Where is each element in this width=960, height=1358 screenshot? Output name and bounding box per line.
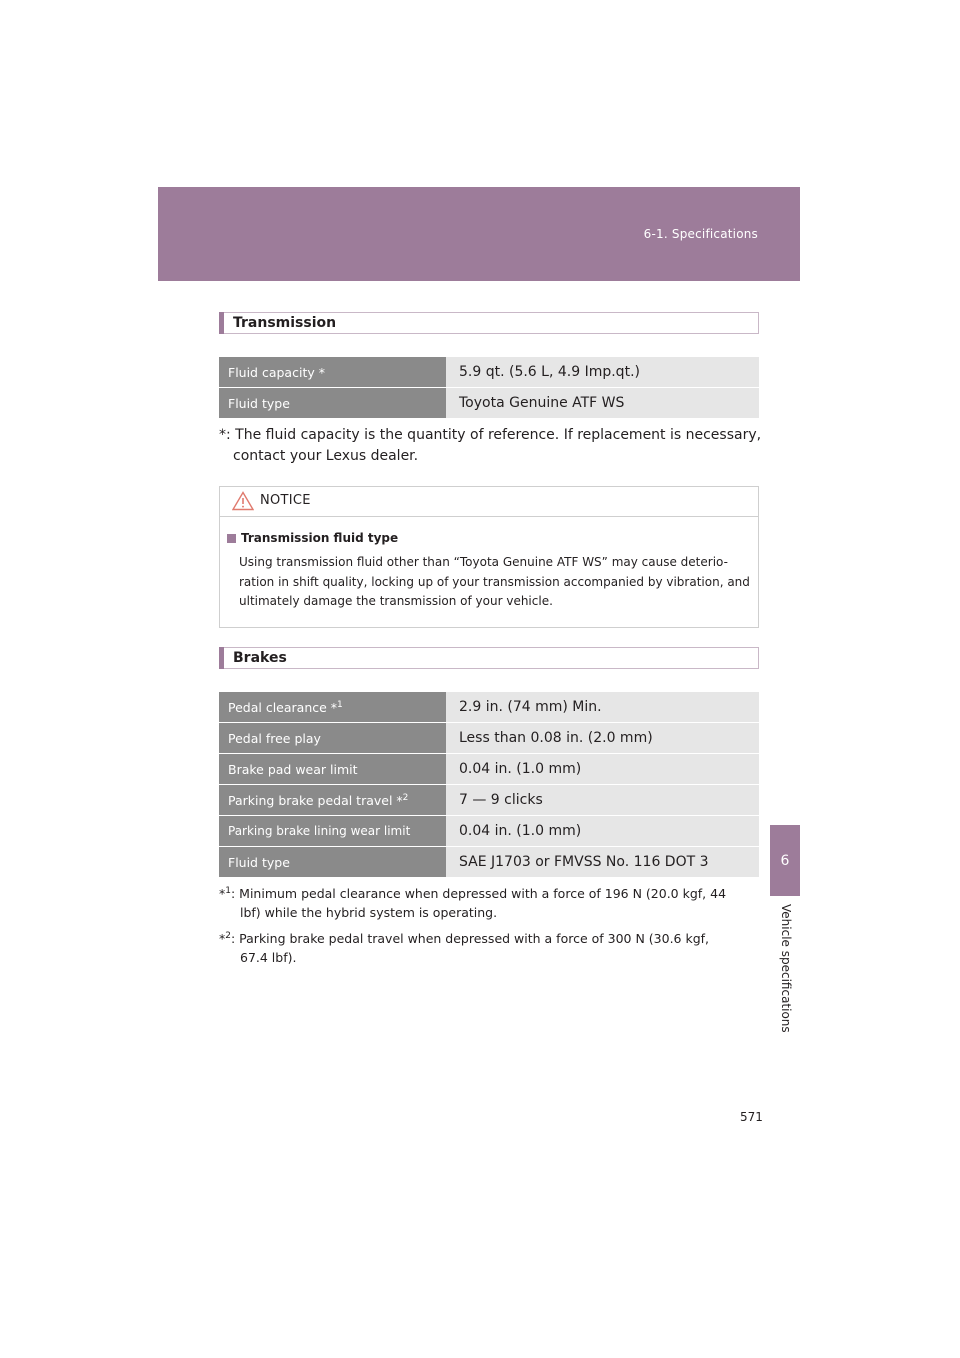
notice-box	[219, 486, 759, 628]
brakes-footnote-2	[219, 927, 764, 967]
table-row	[219, 816, 759, 847]
brakes-title: Brakes	[233, 650, 287, 666]
transmission-footnote	[219, 425, 764, 467]
notice-line: Using transmission fluid other than “Toyota Genuine ATF WS” may cause deterio-	[239, 555, 728, 569]
table-row	[219, 785, 759, 816]
footnote-marker: 2	[402, 793, 409, 803]
spec-value: 2.9 in. (74 mm) Min.	[446, 692, 759, 723]
table-row	[219, 357, 759, 388]
section-title: 6-1. Specifications	[643, 227, 758, 241]
table-row	[219, 692, 759, 723]
heading-accent-bar	[219, 647, 224, 669]
notice-body	[239, 553, 755, 612]
spec-value: 5.9 qt. (5.6 L, 4.9 Imp.qt.)	[446, 357, 759, 388]
spec-label: Parking brake pedal travel * $^2$	[219, 785, 446, 816]
footnote-marker: 1	[337, 700, 343, 710]
chapter-tab-label: Vehicle specifications	[779, 904, 793, 1033]
notice-header	[220, 487, 758, 517]
spec-label: Fluid type	[219, 847, 446, 878]
notice-subheading	[227, 531, 398, 545]
footnote-line: lbf) while the hybrid system is operating.	[240, 905, 498, 921]
spec-value: Toyota Genuine ATF WS	[446, 388, 759, 419]
table-row	[219, 847, 759, 878]
spec-label: Pedal free play	[219, 723, 446, 754]
notice-line: ration in shift quality, locking up of your transmission accompanied by vibration, and	[239, 574, 750, 589]
chapter-tab-number[interactable]: 6	[770, 825, 800, 896]
table-row	[219, 754, 759, 785]
footnote-line: *$^1$: Minimum pedal clearance when depressed with a force of 196 N (20.0 kgf, 44	[219, 886, 727, 902]
footnote-line: contact your Lexus dealer.	[233, 448, 419, 464]
side-tab-track	[770, 281, 800, 1282]
notice-title: NOTICE	[260, 493, 311, 508]
spec-label: Pedal clearance * $^1$	[219, 692, 446, 723]
notice-line: ultimately damage the transmission of your vehicle.	[239, 594, 553, 608]
spec-value: 0.04 in. (1.0 mm)	[446, 816, 759, 847]
heading-accent-bar	[219, 312, 224, 334]
footnote-line: *$^2$: Parking brake pedal travel when depressed with a force of 300 N (30.6 kgf,	[219, 931, 710, 947]
brakes-spec-table	[219, 692, 759, 878]
transmission-heading	[219, 312, 759, 334]
spec-label: Brake pad wear limit	[219, 754, 446, 785]
transmission-spec-table	[219, 357, 759, 419]
spec-value: 7 — 9 clicks	[446, 785, 759, 816]
warning-triangle-icon	[232, 491, 254, 511]
footnote-line: *: The fluid capacity is the quantity of reference. If replacement is necessary,	[219, 427, 762, 443]
spec-label: Parking brake lining wear limit	[219, 816, 446, 847]
bullet-square-icon	[227, 534, 236, 543]
spec-label: Fluid capacity *	[219, 357, 446, 388]
footnote-line: 67.4 lbf).	[240, 950, 297, 966]
brakes-heading	[219, 647, 759, 669]
header-band	[158, 187, 800, 281]
spec-value: SAE J1703 or FMVSS No. 116 DOT 3	[446, 847, 759, 878]
brakes-footnote-1	[219, 882, 764, 922]
transmission-title: Transmission	[233, 315, 337, 331]
table-row	[219, 723, 759, 754]
spec-value: Less than 0.08 in. (2.0 mm)	[446, 723, 759, 754]
spec-label: Fluid type	[219, 388, 446, 419]
page-number: 571	[740, 1110, 763, 1124]
spec-value: 0.04 in. (1.0 mm)	[446, 754, 759, 785]
notice-subheading-text: Transmission fluid type	[241, 531, 399, 545]
table-row	[219, 388, 759, 419]
